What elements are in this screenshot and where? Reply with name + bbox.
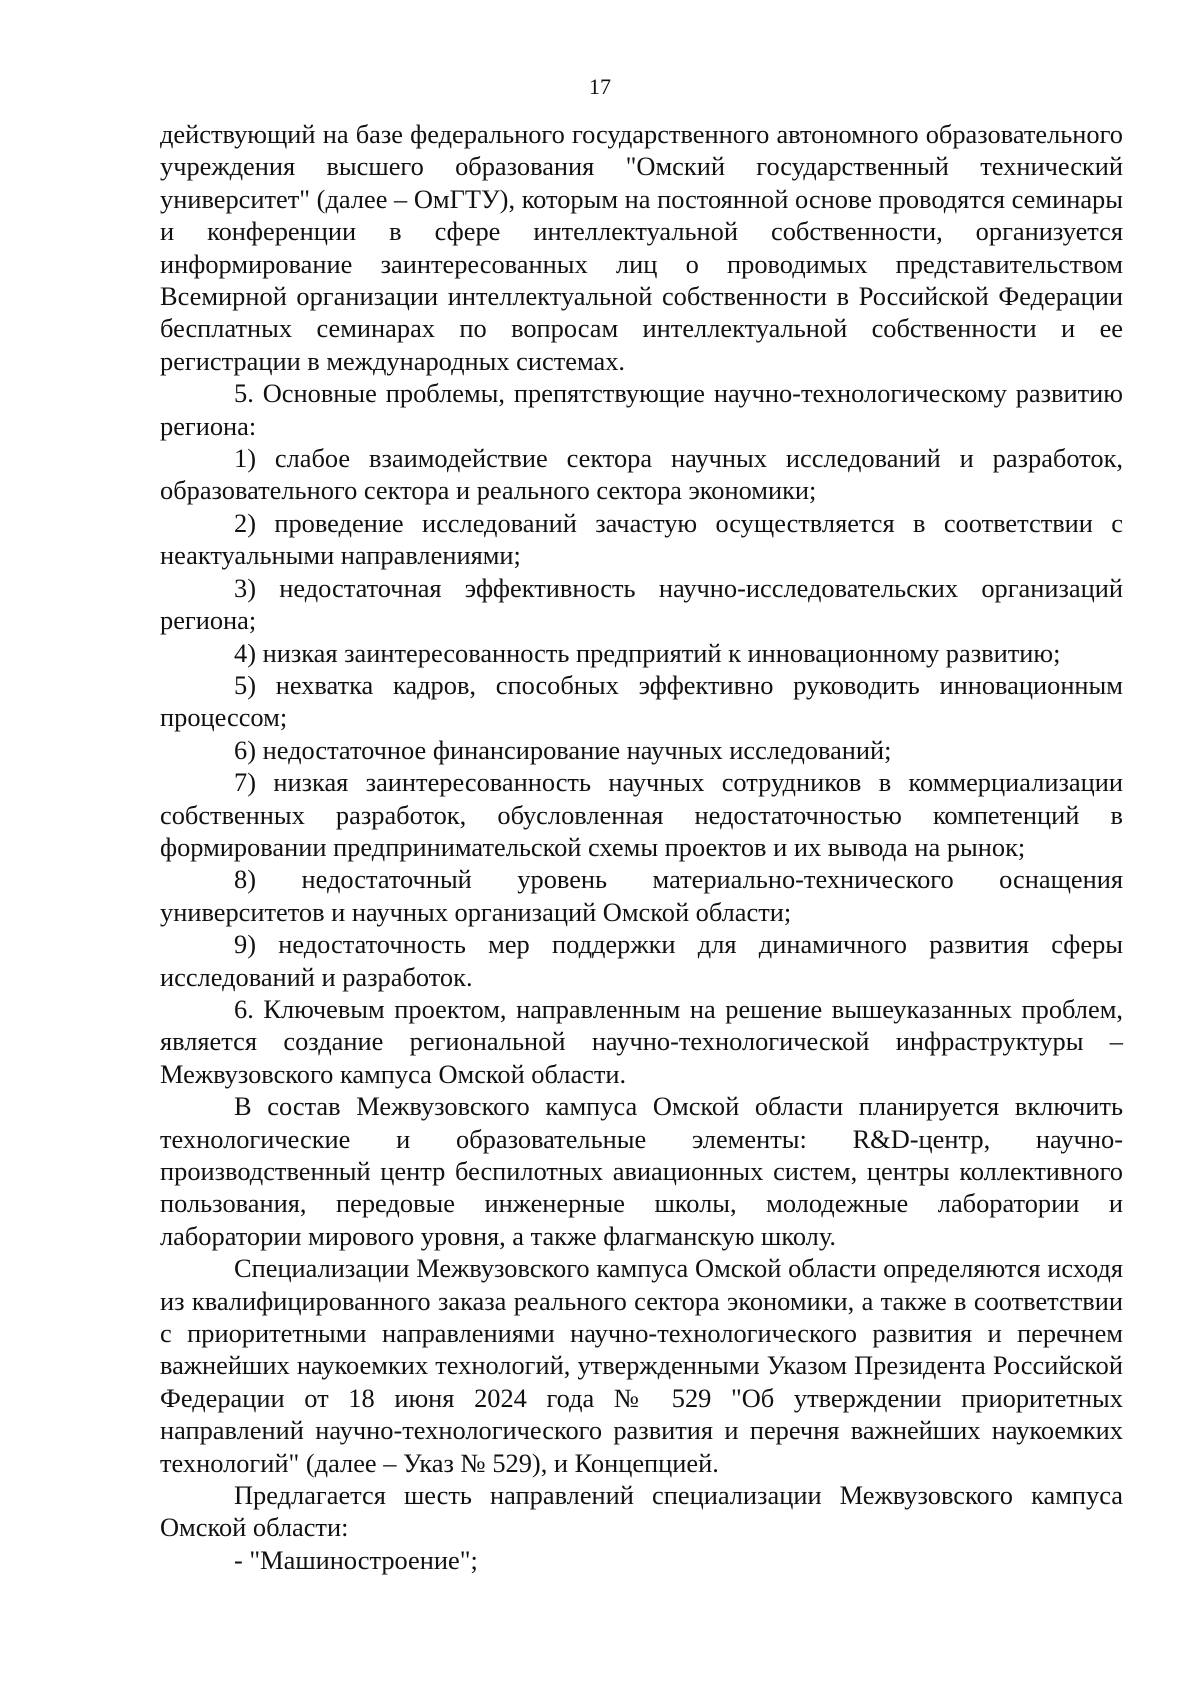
list-item-4: 4) низкая заинтересованность предприятий к инновационному развитию; bbox=[234, 637, 1061, 668]
paragraph-specializations: Специализации Межвузовского кампуса Омской области определяются исходя из квалифицированного заказа реального сектора экономики, а также в соответствии с приоритетными направлениями научно-технологического развития и перечнем важнейших наукоемких технологий, утвержденными Указом Президента Российской Федерации от 18 июня 2024 года № 529 "Об утверждении приоритетных направлений научно-технологического развития и перечня важнейших наукоемких технологий" (далее – Указ № 529), и Концепцией. bbox=[160, 1253, 1123, 1478]
list-item-6: 6) недостаточное финансирование научных исследований; bbox=[234, 734, 892, 765]
paragraph-directions-intro: Предлагается шесть направлений специализации Межвузовского кампуса Омской области: bbox=[160, 1480, 1123, 1543]
list-item-2: 2) проведение исследований зачастую осуществляется в соответствии с неактуальными направлениями; bbox=[160, 507, 1123, 571]
paragraph-continuation: действующий на базе федерального государственного автономного образовательного учреждения высшего образования "Омский государственный технический университет" (далее – ОмГТУ), которым на постоянной основе проводятся семинары и конференции в сфере интеллектуальной собственности, организуется информирование заинтересованных лиц о проводимых представительством Всемирной организации интеллектуальной собственности в Российской Федерации бесплатных семинарах по вопросам интеллектуальной собственности и ее регистрации в международных системах. bbox=[160, 119, 1123, 376]
document-body bbox=[160, 118, 1123, 1576]
paragraph-campus-composition: В состав Межвузовского кампуса Омской области планируется включить технологические и образовательные элементы: R&D-центр, научно-производственный центр беспилотных авиационных систем, центры коллективного пользования, передовые инженерные школы, молодежные лаборатории и лаборатории мирового уровня, а также флагманскую школу. bbox=[160, 1091, 1123, 1251]
list-item-7: 7) низкая заинтересованность научных сотрудников в коммерциализации собственных разработок, обусловленная недостаточностью компетенций в формировании предпринимательской схемы проектов и их вывода на рынок; bbox=[160, 767, 1123, 862]
list-item-8: 8) недостаточный уровень материально-технического оснащения университетов и научных организаций Омской области; bbox=[160, 864, 1123, 927]
list-item-9: 9) недостаточность мер поддержки для динамичного развития сферы исследований и разработок. bbox=[160, 929, 1123, 992]
paragraph-section-5: 5. Основные проблемы, препятствующие научно-технологическому развитию региона: bbox=[160, 378, 1123, 441]
page-number: 17 bbox=[589, 74, 611, 99]
list-item-1: 1) слабое взаимодействие сектора научных исследований и разработок, образовательного сектора и реального сектора экономики; bbox=[160, 443, 1123, 506]
list-item-direction: - "Машиностроение"; bbox=[234, 1544, 478, 1575]
list-item-3: 3) недостаточная эффективность научно-исследовательских организаций региона; bbox=[160, 572, 1123, 636]
paragraph-section-6: 6. Ключевым проектом, направленным на решение вышеуказанных проблем, является создание региональной научно-технологической инфраструктуры – Межвузовского кампуса Омской области. bbox=[160, 993, 1123, 1089]
list-item-5: 5) нехватка кадров, способных эффективно руководить инновационным процессом; bbox=[160, 669, 1123, 733]
